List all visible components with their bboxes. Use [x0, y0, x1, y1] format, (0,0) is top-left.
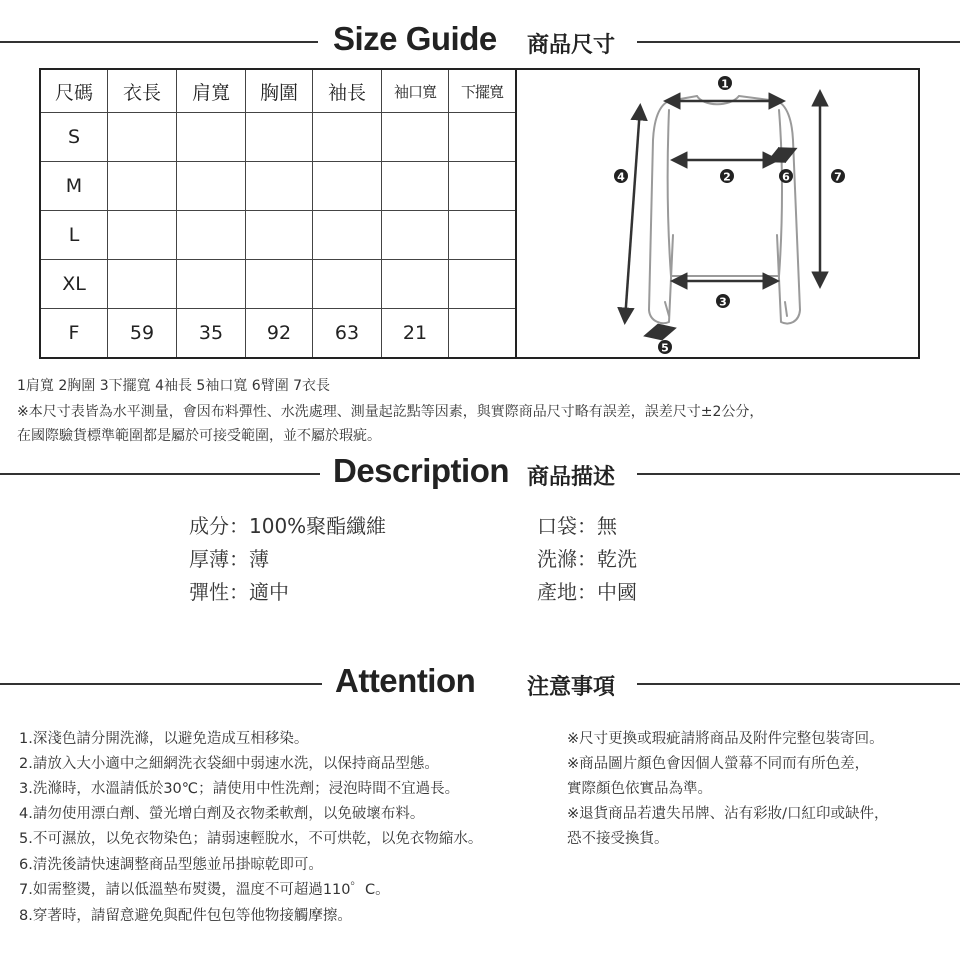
description-title-zh: 商品描述: [527, 465, 616, 490]
table-cell: [177, 162, 246, 211]
column-header-length: 衣長: [108, 69, 177, 113]
marker-2-label: 2: [723, 170, 731, 184]
size-table-header-row: [40, 69, 516, 113]
table-cell: 21: [382, 309, 449, 359]
header-rule-left: [0, 683, 322, 685]
garment-sketch: [517, 70, 918, 359]
table-cell: [246, 113, 313, 162]
table-cell: 92: [246, 309, 313, 359]
column-header-size: 尺碼: [40, 69, 108, 113]
table-cell: [313, 162, 382, 211]
table-cell: [108, 162, 177, 211]
care-instruction: 8.穿著時，請留意避免與配件包包等他物接觸摩擦。: [19, 908, 352, 924]
description-title: Description: [333, 452, 510, 489]
table-cell: [313, 113, 382, 162]
measurement-diagram: [517, 68, 920, 359]
table-cell: [246, 260, 313, 309]
column-header-sleeve: 袖長: [313, 69, 382, 113]
return-policy-note: ※尺寸更換或瑕疵請將商品及附件完整包裝寄回。: [567, 731, 884, 747]
return-policy-note: ※商品圖片顏色會因個人螢幕不同而有所色差，: [567, 756, 870, 772]
table-cell: [449, 113, 517, 162]
marker-5: [658, 340, 672, 355]
marker-7: [831, 169, 845, 184]
table-cell: [449, 162, 517, 211]
header-rule-right: [637, 683, 960, 685]
size-guide-title-zh: 商品尺寸: [527, 33, 616, 58]
care-instruction: 5.不可濕放，以免衣物染色；請弱速輕脫水，不可烘乾，以免衣物縮水。: [19, 831, 483, 847]
marker-2: [720, 169, 734, 184]
marker-4-label: 4: [617, 170, 625, 184]
table-cell: [449, 309, 517, 359]
marker-1: [718, 76, 732, 91]
header-rule-left: [0, 473, 320, 475]
table-row: [40, 162, 516, 211]
shirt-outline: [649, 96, 800, 324]
marker-3-label: 3: [719, 295, 727, 309]
table-cell: [177, 260, 246, 309]
spec-material: 成分：100%聚酯纖維: [189, 514, 387, 538]
table-row: [40, 260, 516, 309]
table-cell: [246, 211, 313, 260]
header-rule-right: [637, 473, 960, 475]
marker-6-label: 6: [782, 170, 790, 184]
attention-title: Attention: [335, 662, 476, 699]
measurement-disclaimer-cont: 在國際驗貨標準範圍都是屬於可接受範圍，並不屬於瑕疵。: [17, 428, 381, 444]
care-instruction: 1.深淺色請分開洗滌，以避免造成互相移染。: [19, 731, 309, 747]
table-cell: L: [40, 211, 108, 260]
measurement-disclaimer: ※本尺寸表皆為水平測量，會因布料彈性、水洗處理、測量起訖點等因素，與實際商品尺寸略有誤差，誤差尺寸±2公分，: [17, 404, 764, 420]
table-cell: [177, 211, 246, 260]
table-cell: 63: [313, 309, 382, 359]
table-cell: [313, 260, 382, 309]
return-policy-note: ※退貨商品若遺失吊牌、沾有彩妝/口紅印或缺件，: [567, 806, 889, 822]
table-cell: [382, 260, 449, 309]
table-cell: [382, 162, 449, 211]
table-cell: [382, 211, 449, 260]
table-cell: [108, 211, 177, 260]
table-cell: [246, 162, 313, 211]
attention-header: [0, 662, 960, 706]
marker-7-label: 7: [834, 170, 842, 184]
marker-3: [716, 294, 730, 309]
table-cell: M: [40, 162, 108, 211]
table-cell: [449, 260, 517, 309]
care-instruction: 4.請勿使用漂白劑、螢光增白劑及衣物柔軟劑，以免破壞布料。: [19, 806, 425, 822]
spec-origin: 產地：中國: [537, 580, 637, 604]
table-cell: S: [40, 113, 108, 162]
care-instruction: 7.如需整燙，請以低溫墊布熨燙，溫度不可超過110゜C。: [19, 882, 390, 898]
table-cell: [108, 260, 177, 309]
table-cell: 35: [177, 309, 246, 359]
spec-washing: 洗滌：乾洗: [537, 547, 637, 571]
marker-1-label: 1: [721, 77, 729, 91]
table-row: [40, 309, 516, 359]
table-cell: 59: [108, 309, 177, 359]
header-rule-left: [0, 41, 318, 43]
marker-4: [614, 169, 628, 184]
spec-pocket: 口袋：無: [537, 514, 617, 538]
attention-title-zh: 注意事項: [527, 675, 616, 700]
care-instruction: 2.請放入大小適中之細網洗衣袋細中弱速水洗，以保持商品型態。: [19, 756, 439, 772]
table-cell: [382, 113, 449, 162]
table-row: [40, 113, 516, 162]
table-cell: F: [40, 309, 108, 359]
column-header-shoulder: 肩寬: [177, 69, 246, 113]
table-cell: [449, 211, 517, 260]
table-cell: [177, 113, 246, 162]
measurement-legend: 1肩寬 2胸圍 3下擺寬 4袖長 5袖口寬 6臂圍 7衣長: [17, 378, 331, 394]
size-guide-header: [0, 20, 960, 64]
table-row: [40, 211, 516, 260]
column-header-chest: 胸圍: [246, 69, 313, 113]
spec-elasticity: 彈性：適中: [189, 580, 289, 604]
table-cell: [313, 211, 382, 260]
table-cell: XL: [40, 260, 108, 309]
size-table: [39, 68, 517, 359]
size-guide-title: Size Guide: [333, 20, 497, 57]
marker-5-label: 5: [661, 341, 669, 355]
spec-thickness: 厚薄：薄: [189, 547, 269, 571]
care-instruction: 6.清洗後請快速調整商品型態並吊掛晾乾即可。: [19, 857, 323, 873]
care-instruction: 3.洗滌時，水溫請低於30℃；請使用中性洗劑；浸泡時間不宜過長。: [19, 781, 460, 797]
description-header: [0, 452, 960, 496]
header-rule-right: [637, 41, 960, 43]
return-policy-note: 實際顏色依實品為準。: [567, 781, 712, 797]
column-header-hem: 下擺寬: [449, 69, 517, 113]
table-cell: [108, 113, 177, 162]
return-policy-note: 恐不接受換貨。: [567, 831, 669, 847]
column-header-cuff: 袖口寬: [382, 69, 449, 113]
